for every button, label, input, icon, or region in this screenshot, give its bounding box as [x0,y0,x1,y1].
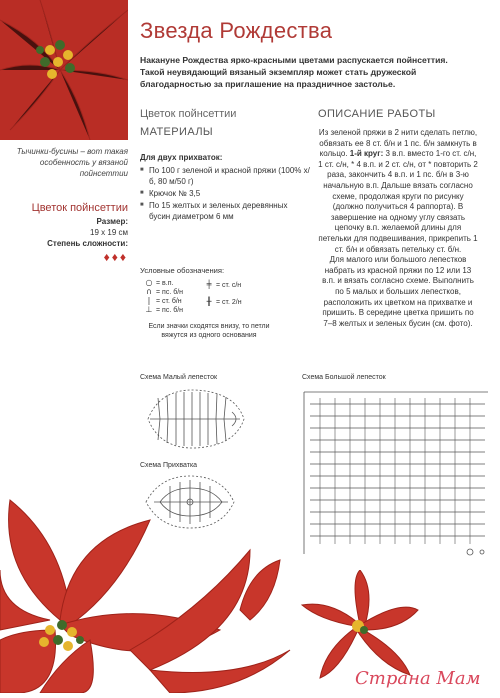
legend-row [142,305,202,314]
legend-row [142,287,202,296]
double-crochet-icon: ╪ [206,280,212,289]
intro-text: Накануне Рождества ярко-красными цветами распускается пойнсеттия. Такой неувядающий вязаный экземпляр может стать дружеской благодарностью за приглашение на праздничное застолье. [140,55,448,89]
description-p3: Для малого или большого лепестков набрать из красной пряжи по 12 или 13 в.п. и вязать согласно схеме. Выполнить по 5 малых и больших лепестков, расположить их цветком на прихватке и пришить. В середине цветка пришить по 7–8 желтых и зеленых бусин (см. фото). [322,255,474,328]
small-petal-diagram [140,384,250,459]
page-title: Звезда Рождества [140,18,333,43]
size-block [10,216,128,249]
legend-row [202,280,262,289]
potholder-schema-label: Схема Прихватка [140,462,198,469]
materials-heading: МАТЕРИАЛЫ [140,126,214,138]
legend-note: Если значки сходятся внизу, то петли вяжутся из одного основания [148,323,270,339]
description-p2: 3 в.п. вместо 1-го ст. с/н, 1 ст. с/н, * 4 в.п. и 2 ст. с/н, от * повторить 2 раза, закончить 4 в.п. и 1 пс. б/н в 3-ю начальную в.п. Дальше вязать согласно схеме, продолжая круги по рисунку (должно получиться 4 раппорта). В завершение на одному углу связать цепочку в.п. желаемой длины для петельки для подвешивания, прикрепить 1 ст. б/н и обвязать петельку ст. б/н. [318,149,478,254]
description-heading: ОПИСАНИЕ РАБОТЫ [318,108,436,120]
legend-title: Условные обозначения: [140,266,225,275]
photo-caption: Тычинки-бусины – вот такая особенность у вязаной пойнсеттии [16,147,128,178]
sidebar-subtitle: Цветок пойнсеттии [31,202,128,214]
round-label: 1-й круг: [349,149,384,159]
treble-crochet-icon: ╫ [206,297,212,306]
materials-item: ■ Крючок № 3,5 [140,188,310,199]
slip-stitch-icon: ∩ [146,287,152,296]
materials-list [140,152,310,223]
materials-item: ■ По 100 г зеленой и красной пряжи (100% х/б, 80 м/50 г) [140,165,310,187]
legend-text: = пс. б/н [156,307,184,314]
legend-row [142,296,202,305]
description-text [318,128,478,329]
difficulty-label: Степень сложности: [47,239,128,248]
watermark-logo: Страна Мам [355,668,481,689]
poinsettia-photo-large [0,480,320,698]
legend-text: = пс. б/н [156,289,184,296]
materials-item: ■ По 15 желтых и зеленых деревянных бусин диаметром 6 мм [140,200,310,222]
difficulty-marks: ♦♦♦ [103,250,128,264]
slip-stitch-alt-icon: ⊥ [145,305,153,314]
size-value: 19 x 19 см [90,228,128,237]
legend-text: = ст. б/н [156,298,182,305]
legend-text: = ст. с/н [216,282,242,289]
large-petal-schema-label: Схема Большой лепесток [302,374,386,381]
flower-heading: Цветок пойнсеттии [140,108,237,120]
poinsettia-photo-top [0,0,128,140]
legend-col-right [202,280,262,306]
single-crochet-icon: | [147,296,151,305]
legend-text: = в.п. [156,280,174,287]
description-p1: Из зеленой пряжи в 2 нити сделать петлю, обвязать ее 8 ст. б/н и 1 пс. б/н замкнуть в кольцо. [318,128,478,159]
large-petal-diagram [300,384,495,569]
legend-row [142,278,202,287]
chain-stitch-icon: ○ [145,278,153,287]
legend-row [202,297,262,306]
size-label: Размер: [96,217,128,226]
small-petal-schema-label: Схема Малый лепесток [140,374,218,381]
materials-for-label: Для двух прихваток: [140,153,223,162]
legend-text: = ст. 2/н [216,299,242,306]
legend-col-left [142,278,202,314]
